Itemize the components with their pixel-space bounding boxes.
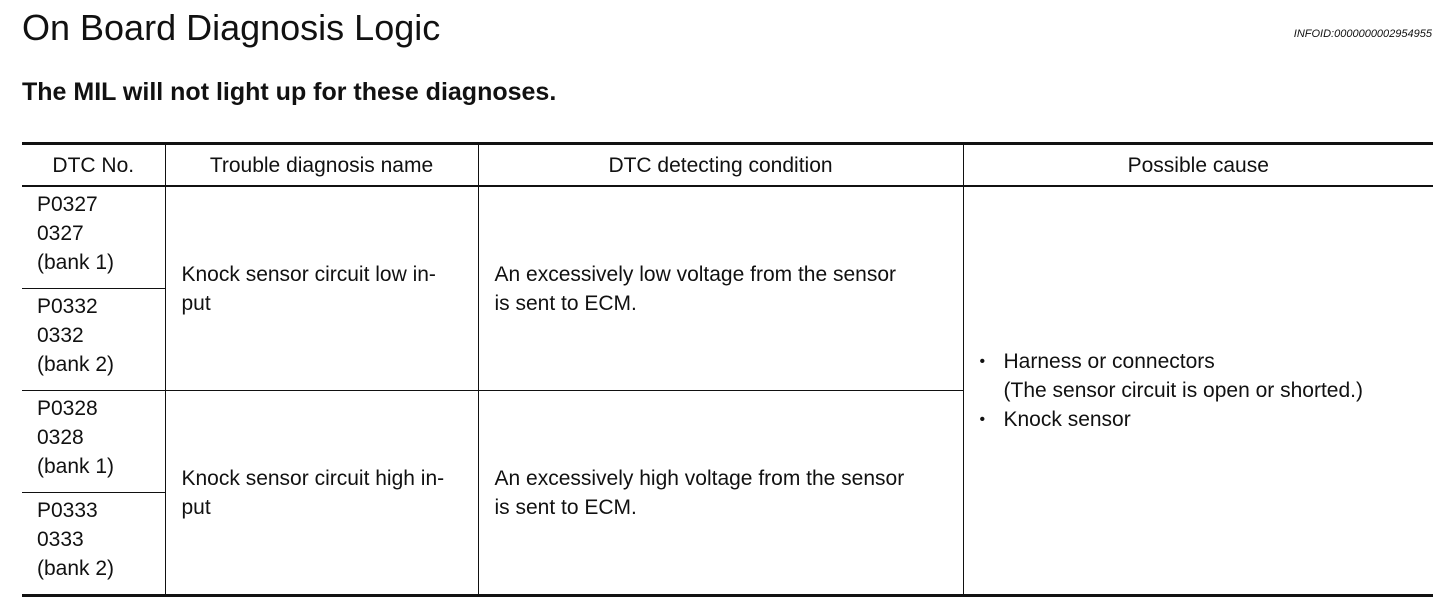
dtc-code: P0328 — [37, 397, 98, 420]
page-title: On Board Diagnosis Logic — [22, 7, 441, 48]
dtc-alt-code: 0327 — [37, 222, 84, 245]
dtc-alt-code: 0332 — [37, 324, 84, 347]
bullet-icon: • — [979, 353, 986, 370]
dtc-code: P0327 — [37, 193, 98, 216]
trouble-name-line: put — [181, 495, 211, 519]
column-header-dtc-no: DTC No. — [22, 144, 165, 187]
condition-line: is sent to ECM. — [494, 291, 637, 315]
cause-subtext: (The sensor circuit is open or shorted.) — [1003, 379, 1363, 402]
dtc-alt-code: 0328 — [37, 426, 84, 449]
dtc-bank: (bank 2) — [37, 353, 115, 376]
mil-note: The MIL will not light up for these diagnoses. — [22, 78, 557, 106]
dtc-cell — [22, 493, 165, 596]
condition-line: is sent to ECM. — [494, 495, 637, 519]
trouble-name-cell — [165, 391, 478, 596]
trouble-name-line: Knock sensor circuit high in- — [181, 466, 445, 490]
column-header-detecting-condition: DTC detecting condition — [478, 144, 963, 187]
trouble-name-line: put — [181, 291, 211, 315]
bullet-icon: • — [979, 411, 986, 428]
diagnosis-table — [22, 142, 1433, 597]
dtc-alt-code: 0333 — [37, 528, 84, 551]
dtc-bank: (bank 1) — [37, 455, 115, 478]
dtc-bank: (bank 1) — [37, 251, 115, 274]
trouble-name-line: Knock sensor circuit low in- — [181, 262, 436, 286]
column-header-trouble-name: Trouble diagnosis name — [165, 144, 478, 187]
dtc-code: P0333 — [37, 499, 98, 522]
dtc-cell — [22, 289, 165, 391]
condition-line: An excessively low voltage from the sensor — [494, 262, 897, 286]
detecting-condition-cell — [478, 186, 963, 391]
cause-list — [980, 347, 1424, 434]
possible-cause-cell — [963, 186, 1433, 596]
table-row — [22, 186, 1433, 289]
cause-text: Harness or connectors — [1003, 350, 1215, 373]
condition-line: An excessively high voltage from the sensor — [494, 466, 905, 490]
list-item — [980, 405, 1424, 434]
column-header-possible-cause: Possible cause — [963, 144, 1433, 187]
table-body — [22, 186, 1433, 596]
table-header — [22, 144, 1433, 187]
dtc-cell — [22, 186, 165, 289]
list-item — [980, 347, 1424, 405]
dtc-bank: (bank 2) — [37, 557, 115, 580]
detecting-condition-cell — [478, 391, 963, 596]
dtc-code: P0332 — [37, 295, 98, 318]
cause-text: Knock sensor — [1003, 408, 1131, 431]
trouble-name-cell — [165, 186, 478, 391]
header-row — [22, 144, 1433, 187]
info-id: INFOID:0000000002954955 — [1293, 28, 1432, 40]
dtc-cell — [22, 391, 165, 493]
